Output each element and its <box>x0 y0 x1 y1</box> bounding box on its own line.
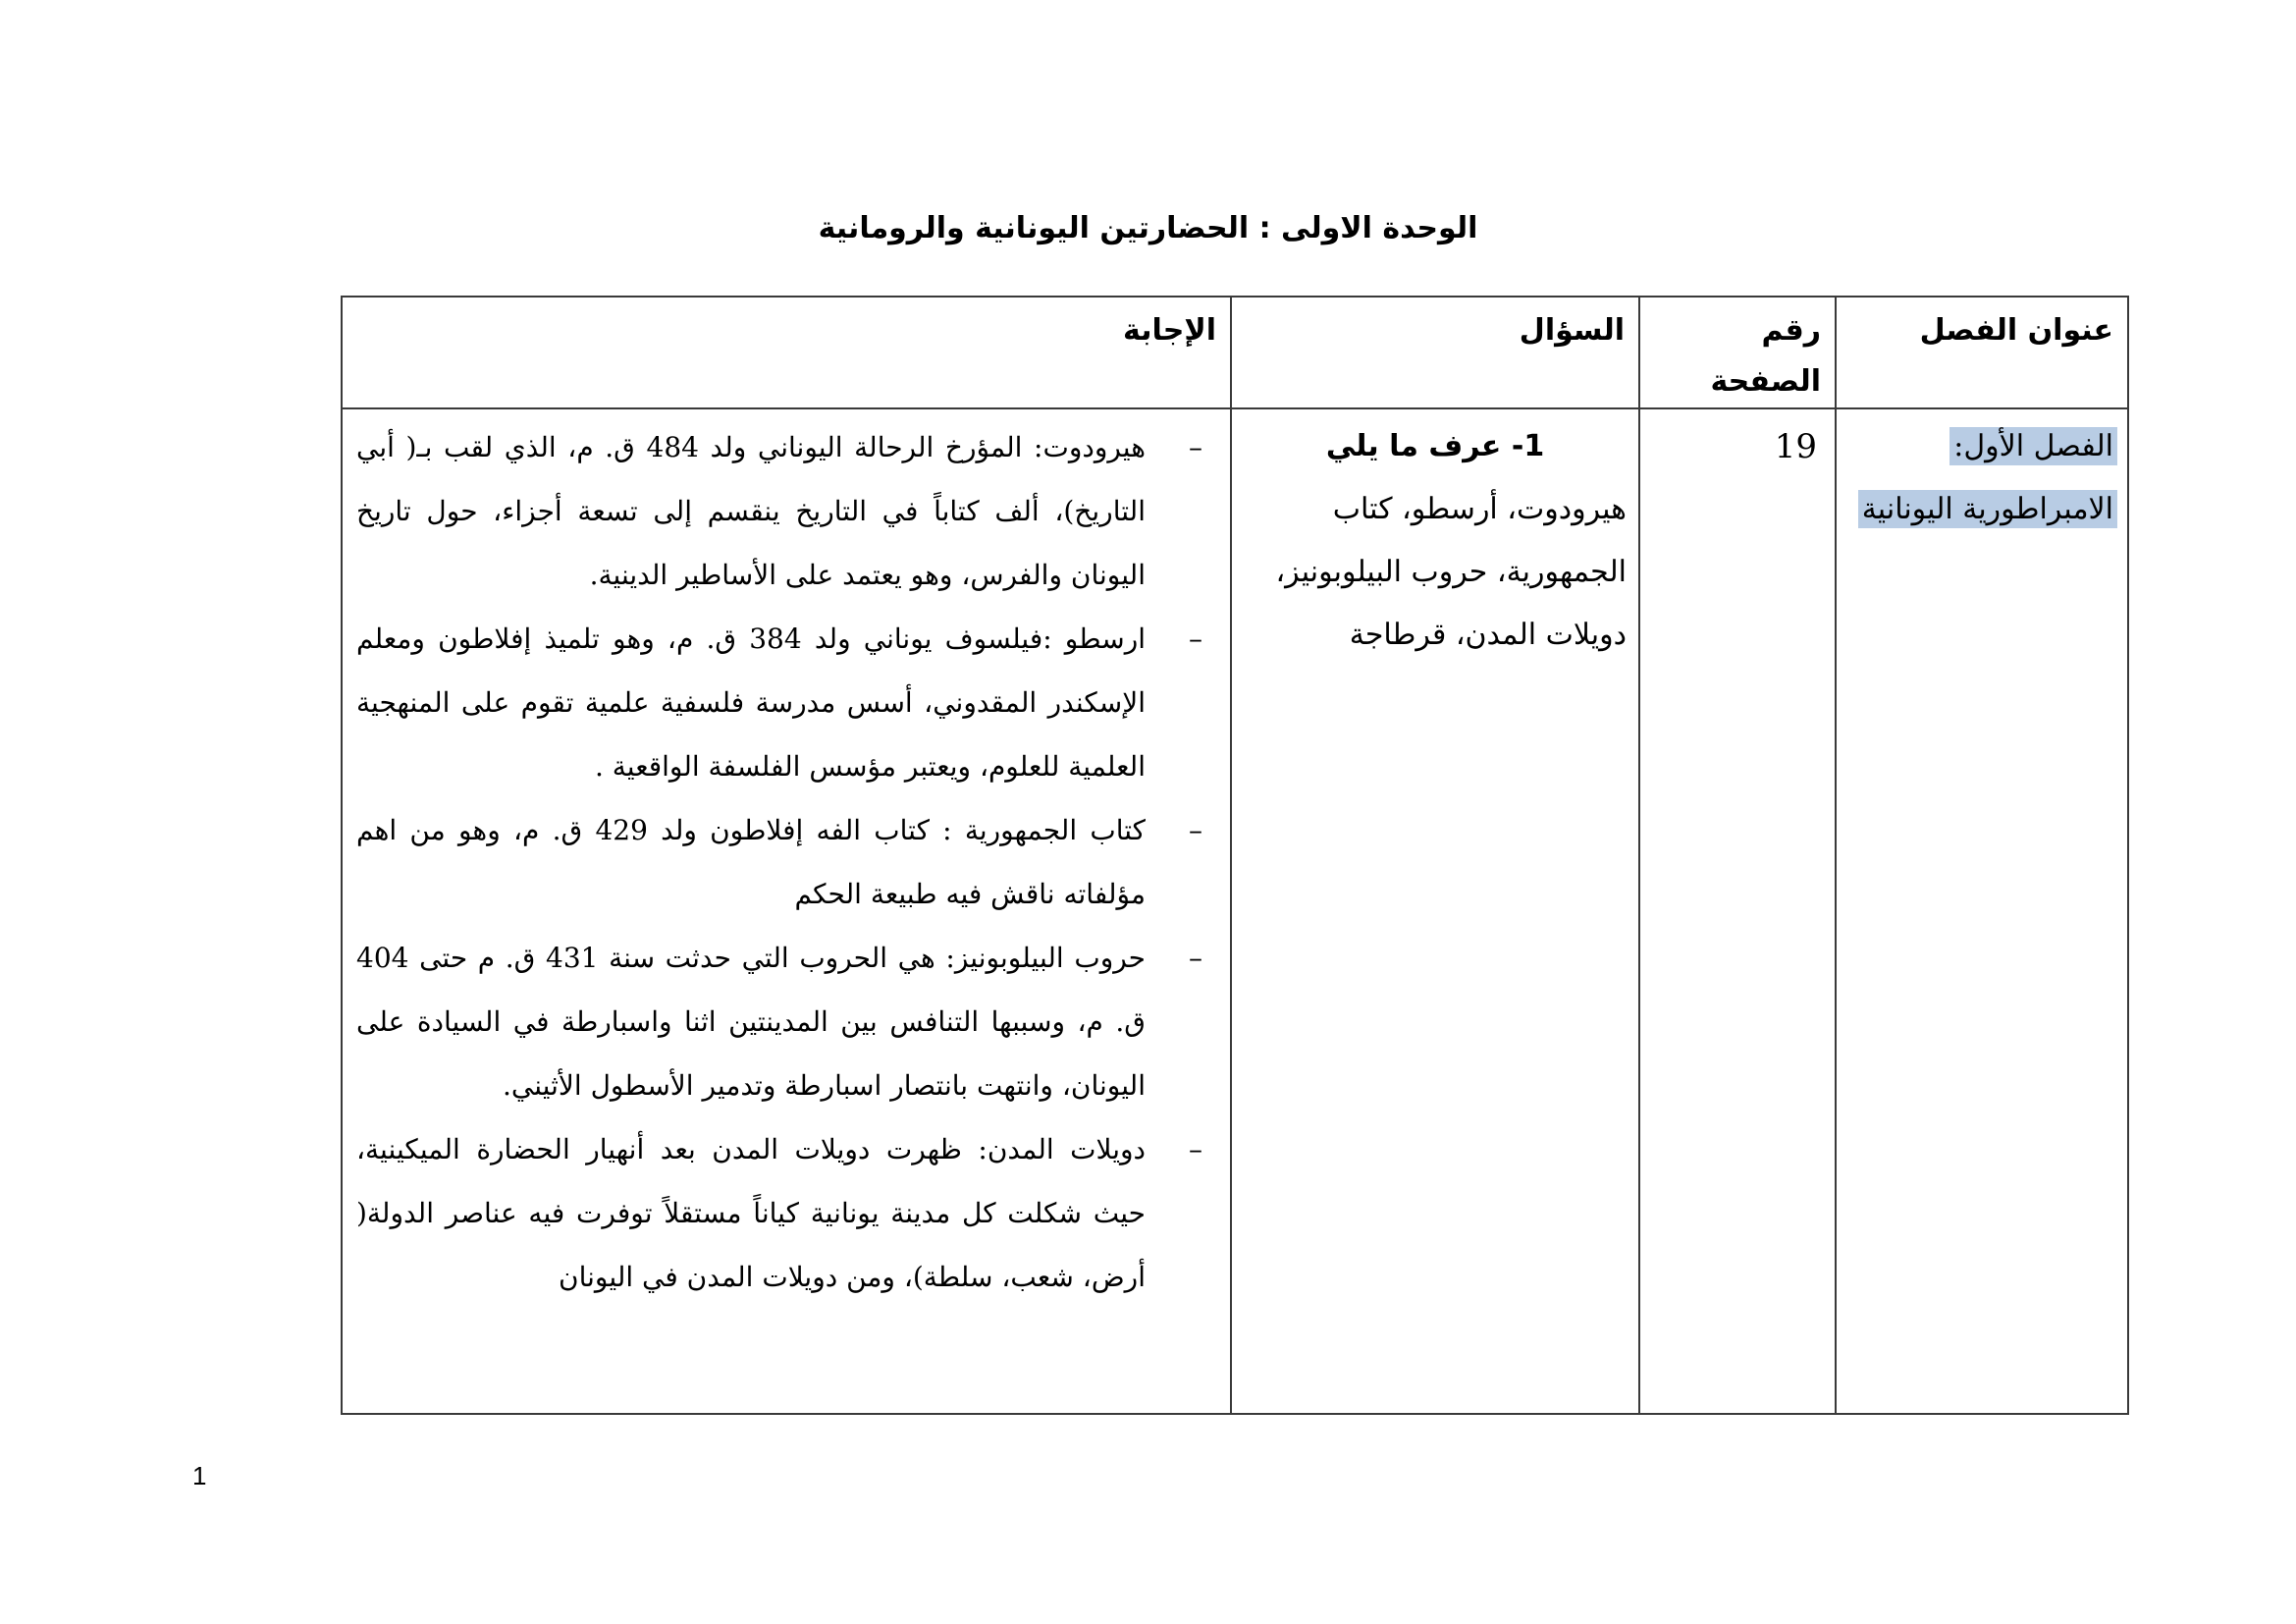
chapter-cell <box>1836 408 2128 1414</box>
list-dash: – <box>1189 1133 1202 1165</box>
page-title: الوحدة الاولى : الحضارتين اليونانية والرومانية <box>818 211 1478 245</box>
list-dash: – <box>1189 942 1202 974</box>
answer-text: حروب البيلوبونيز: هي الحروب التي حدثت سنة 431 ق. م حتى 404 ق. م، وسببها التنافس بين المدينتين اثنا واسبارطة في السيادة على اليونان، وانتهت بانتصار اسبارطة وتدمير الأسطول الأثيني. <box>356 942 1146 1102</box>
list-dash: – <box>1189 814 1202 846</box>
answer-item-aristotle <box>356 607 1202 798</box>
answer-item-republic <box>356 798 1202 926</box>
header-question: السؤال <box>1231 297 1639 408</box>
list-dash: – <box>1189 431 1202 463</box>
question-text: هيرودوت، أرسطو، كتاب الجمهورية، حروب البيلوبونيز، دويلات المدن، قرطاجة <box>1275 492 1627 652</box>
header-answer: الإجابة <box>342 297 1231 408</box>
answer-text: ارسطو :فيلسوف يوناني ولد 384 ق. م، وهو تلميذ إفلاطون ومعلم الإسكندر المقدوني، أسس مدرسة فلسفية علمية تقوم على المنهجية العلمية للعلوم، ويعتبر مؤسس الفلسفة الواقعية . <box>356 623 1146 783</box>
chapter-title-line1: الفصل الأول: <box>1949 427 2117 465</box>
header-chapter-title: عنوان الفصل <box>1836 297 2128 408</box>
answer-item-city-states <box>356 1117 1202 1309</box>
header-page-number: رقم الصفحة <box>1639 297 1836 408</box>
page-number-value: 19 <box>1774 427 1817 466</box>
table-header-row <box>342 297 2128 408</box>
answer-text: دويلات المدن: ظهرت دويلات المدن بعد أنهيار الحضارة الميكينية، حيث شكلت كل مدينة يونانية كياناً مستقلاً توفرت فيه عناصر الدولة( أرض، شعب، سلطة)، ومن دويلات المدن في اليونان <box>356 1133 1146 1293</box>
answer-item-herodotus <box>356 415 1202 607</box>
answer-item-peloponnesian-war <box>356 926 1202 1117</box>
chapter-title-line2: الامبراطورية اليونانية <box>1858 490 2117 528</box>
list-dash: – <box>1189 623 1202 655</box>
page-cell <box>1639 408 1836 1414</box>
answer-list <box>356 415 1202 1309</box>
unit-table <box>341 296 2129 1415</box>
answer-text: كتاب الجمهورية : كتاب الفه إفلاطون ولد 429 ق. م، وهو من اهم مؤلفاته ناقش فيه طبيعة الحكم <box>356 814 1147 910</box>
answer-cell <box>342 408 1231 1414</box>
question-cell <box>1231 408 1639 1414</box>
table-row <box>342 408 2128 1414</box>
question-heading: 1- عرف ما يلي <box>1325 429 1545 463</box>
page-number: 1 <box>192 1461 207 1490</box>
answer-text: هيرودوت: المؤرخ الرحالة اليوناني ولد 484 ق. م، الذي لقب بـ( أبي التاريخ)، ألف كتاباً في التاريخ ينقسم إلى تسعة أجزاء، حول تاريخ اليونان والفرس، وهو يعتمد على الأساطير الدينية. <box>356 431 1147 591</box>
